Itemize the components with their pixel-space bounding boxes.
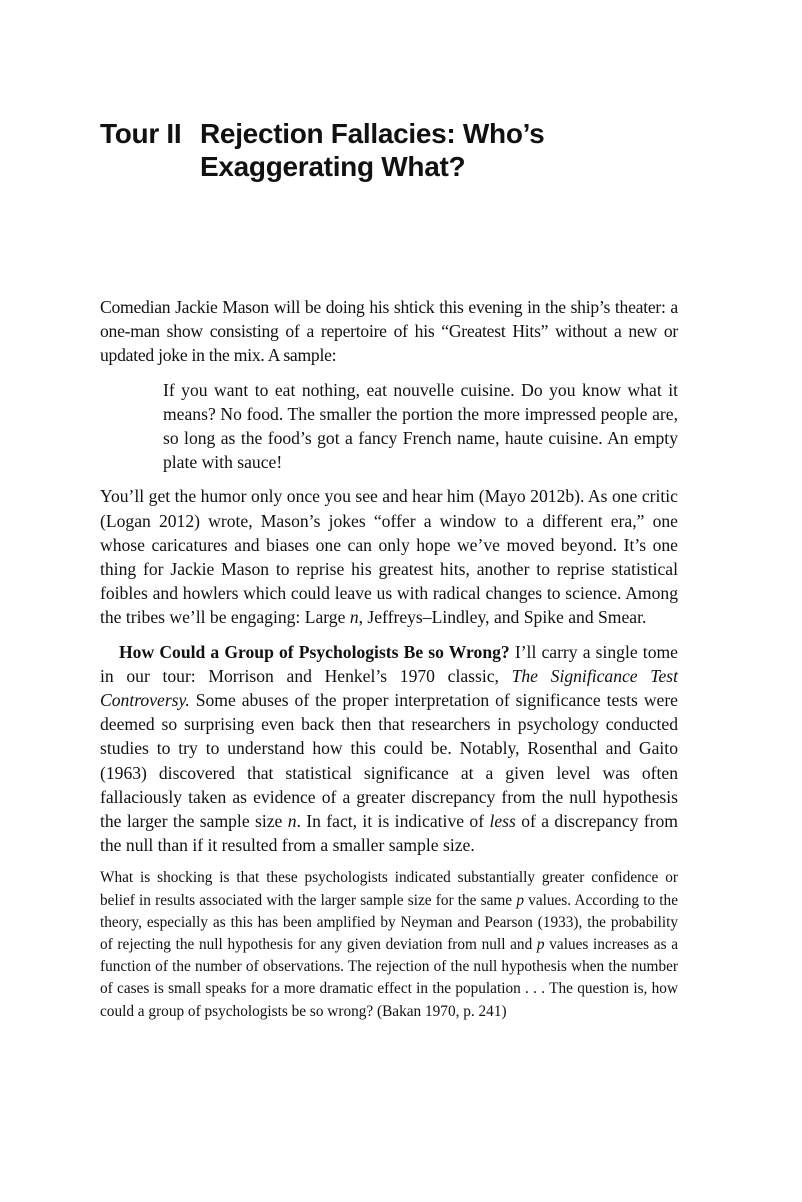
body-text bbox=[100, 295, 678, 1023]
block-quote-bakan bbox=[100, 867, 678, 1022]
text: values. According to the theory, especially as this has been amplified by Neyman and Pearson (1933), the probability of rejecting the null hypothesis for any given deviation from null and bbox=[100, 891, 678, 954]
text: . In fact, it is indicative of bbox=[296, 811, 490, 832]
book-title: The Significance Test Controversy. bbox=[100, 665, 678, 711]
text: Some abuses of the proper interpretation of significance tests were deemed so surprising even back then that researchers in psychology conducted studies to try to understand how this could be. Notably, Rosenthal and Gaito (1963) discovered that statistical significance at a given level was often fallaciously taken as evidence of a greater discrepancy from the null hypothesis the larger the sample size bbox=[100, 690, 678, 832]
intro-paragraph: Comedian Jackie Mason will be doing his shtick this evening in the ship’s theater: a one-man show consisting of a repertoire of his “Greatest Hits” without a new or updated joke in the mix. A sample: bbox=[100, 297, 678, 366]
text: of a discrepancy from the null than if it resulted from a smaller sample size. bbox=[100, 811, 678, 856]
text: , Jeffreys–Lindley, and Spike and Smear. bbox=[358, 607, 647, 628]
text: What is shocking is that these psychologists indicated substantially greater confidence or belief in results associated with the larger sample size for the same bbox=[100, 869, 678, 909]
tour-label: Tour II bbox=[100, 118, 182, 149]
text: I’ll carry a single tome in our tour: Morrison and Henkel’s 1970 classic, bbox=[100, 641, 678, 686]
chapter-heading bbox=[100, 117, 700, 183]
block-quote-mason: If you want to eat nothing, eat nouvelle cuisine. Do you know what it means? No food. The smaller the portion the more impressed people are, so long as the food’s got a fancy French name, haute cuisine. An empty plate with sauce! bbox=[163, 379, 678, 473]
italic-n: n bbox=[349, 607, 359, 628]
italic-p: p bbox=[516, 891, 524, 909]
paragraph-humor bbox=[100, 484, 678, 629]
italic-less: less bbox=[489, 811, 516, 832]
italic-p: p bbox=[536, 936, 545, 954]
text: You’ll get the humor only once you see and hear him (Mayo 2012b). As one critic (Logan 2012) wrote, Mason’s jokes “offer a window to a different era,” one whose caricatures and biases one can only hope we’ve moved beyond. It’s one thing for Jackie Mason to reprise his greatest hits, another to reprise statistical foibles and howlers which could leave us with radical changes to science. Among the tribes we’ll be engaging: Large bbox=[100, 486, 678, 628]
run-in-heading: How Could a Group of Psychologists Be so Wrong? bbox=[119, 641, 510, 662]
text: values increases as a function of the number of observations. The rejection of the null hypothesis when the number of cases is small speaks for a more dramatic effect in the population . . . The question is, how could a group of psychologists be so wrong? (Bakan 1970, p. 241) bbox=[100, 936, 679, 1020]
chapter-title: Rejection Fallacies: Who’s Exaggerating What? bbox=[200, 118, 545, 182]
paragraph-psychologists bbox=[100, 640, 678, 858]
italic-n: n bbox=[287, 811, 297, 832]
